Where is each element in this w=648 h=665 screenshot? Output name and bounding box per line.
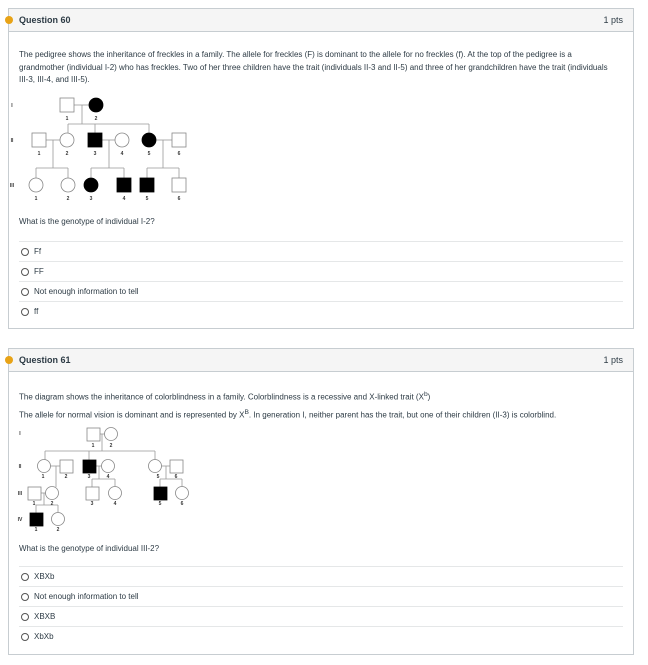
individual-number: 6 [177,151,181,157]
generation-label: I [19,431,21,437]
individual-number: 5 [158,501,162,507]
individual-number: 5 [156,474,160,480]
male-unaffected [172,178,186,192]
male-unaffected [60,98,74,112]
male-affected [83,460,96,473]
question-prompt: What is the genotype of individual I-2? [19,217,155,226]
individual-number: 4 [113,501,117,507]
female-unaffected [149,460,162,473]
text: The diagram shows the inheritance of colorblindness in a family. Colorblindness is a recessive and X-linked trait (X [19,392,424,402]
female-unaffected [102,460,115,473]
individual-number: 1 [34,527,38,533]
option-label: XBXb [34,572,55,581]
individual-number: 5 [145,196,149,202]
option-label: XBXB [34,612,56,621]
female-affected [89,98,103,112]
generation-label: IV [17,517,23,523]
question-title: Question 61 [19,355,71,365]
individual-number: 4 [120,151,124,157]
individual-number: 1 [91,443,95,449]
female-unaffected [109,487,122,500]
text: The allele for normal vision is dominant and is represented by X [19,410,245,420]
freckles-pedigree [10,98,186,202]
option-label: FF [34,267,44,276]
male-affected [117,178,131,192]
individual-number: 3 [93,151,97,157]
generation-label: I [11,103,13,109]
individual-number: 5 [147,151,151,157]
male-affected [140,178,154,192]
option-label: Not enough information to tell [34,287,139,296]
option-label: Not enough information to tell [34,592,139,601]
generation-label: III [9,183,15,189]
individual-number: 3 [90,501,94,507]
female-unaffected [29,178,43,192]
individual-number: 1 [41,474,45,480]
male-unaffected [172,133,186,147]
generation-label: III [17,491,23,497]
individual-number: 3 [87,474,91,480]
question-text: The pedigree shows the inheritance of freckles in a family. The allele for freckles (F) is dominant to the allele for no freckles (f). At the top of the pedigree is a grandmother (individual I-2) who has freckles. Two of her three children have the trait (individuals II-3 and II-5) and three of her grandchildren have the trait (individuals III-3, III-4, and III-5). [19,50,608,84]
female-unaffected [105,428,118,441]
individual-number: 1 [37,151,41,157]
female-affected [142,133,156,147]
individual-number: 6 [177,196,181,202]
question-points: 1 pts [603,15,623,25]
question-title: Question 60 [19,15,71,25]
female-unaffected [60,133,74,147]
generation-label: II [18,464,22,470]
text: ) [427,392,431,402]
individual-number: 2 [56,527,60,533]
option-label: XbXb [34,632,54,641]
individual-number: 1 [65,116,69,122]
individual-number: 2 [64,474,68,480]
text: . In generation I, neither parent has the trait, but one of their children (II-3) is colorblind. [248,410,557,420]
option-label: ff [34,307,39,316]
male-unaffected [28,487,41,500]
female-unaffected [46,487,59,500]
male-unaffected [170,460,183,473]
individual-number: 2 [50,501,54,507]
female-unaffected [38,460,51,473]
female-unaffected [52,513,65,526]
question-points: 1 pts [603,355,623,365]
male-unaffected [60,460,73,473]
colorblindness-pedigree [18,428,189,534]
female-unaffected [61,178,75,192]
male-affected [154,487,167,500]
individual-number: 2 [66,196,70,202]
female-affected [84,178,98,192]
female-unaffected [115,133,129,147]
male-unaffected [86,487,99,500]
individual-number: 1 [34,196,38,202]
individual-number: 1 [32,501,36,507]
individual-number: 4 [106,474,110,480]
individual-number: 2 [109,443,113,449]
male-unaffected [87,428,100,441]
superscript: B [244,409,249,416]
male-unaffected [32,133,46,147]
question-prompt: What is the genotype of individual III-2? [19,544,160,553]
individual-number: 6 [174,474,178,480]
individual-number: 3 [89,196,93,202]
individual-number: 2 [65,151,69,157]
female-unaffected [176,487,189,500]
superscript: b [423,391,428,398]
generation-label: II [10,138,14,144]
individual-number: 4 [122,196,126,202]
individual-number: 2 [94,116,98,122]
male-affected [30,513,43,526]
option-label: Ff [34,247,42,256]
individual-number: 6 [180,501,184,507]
male-affected [88,133,102,147]
